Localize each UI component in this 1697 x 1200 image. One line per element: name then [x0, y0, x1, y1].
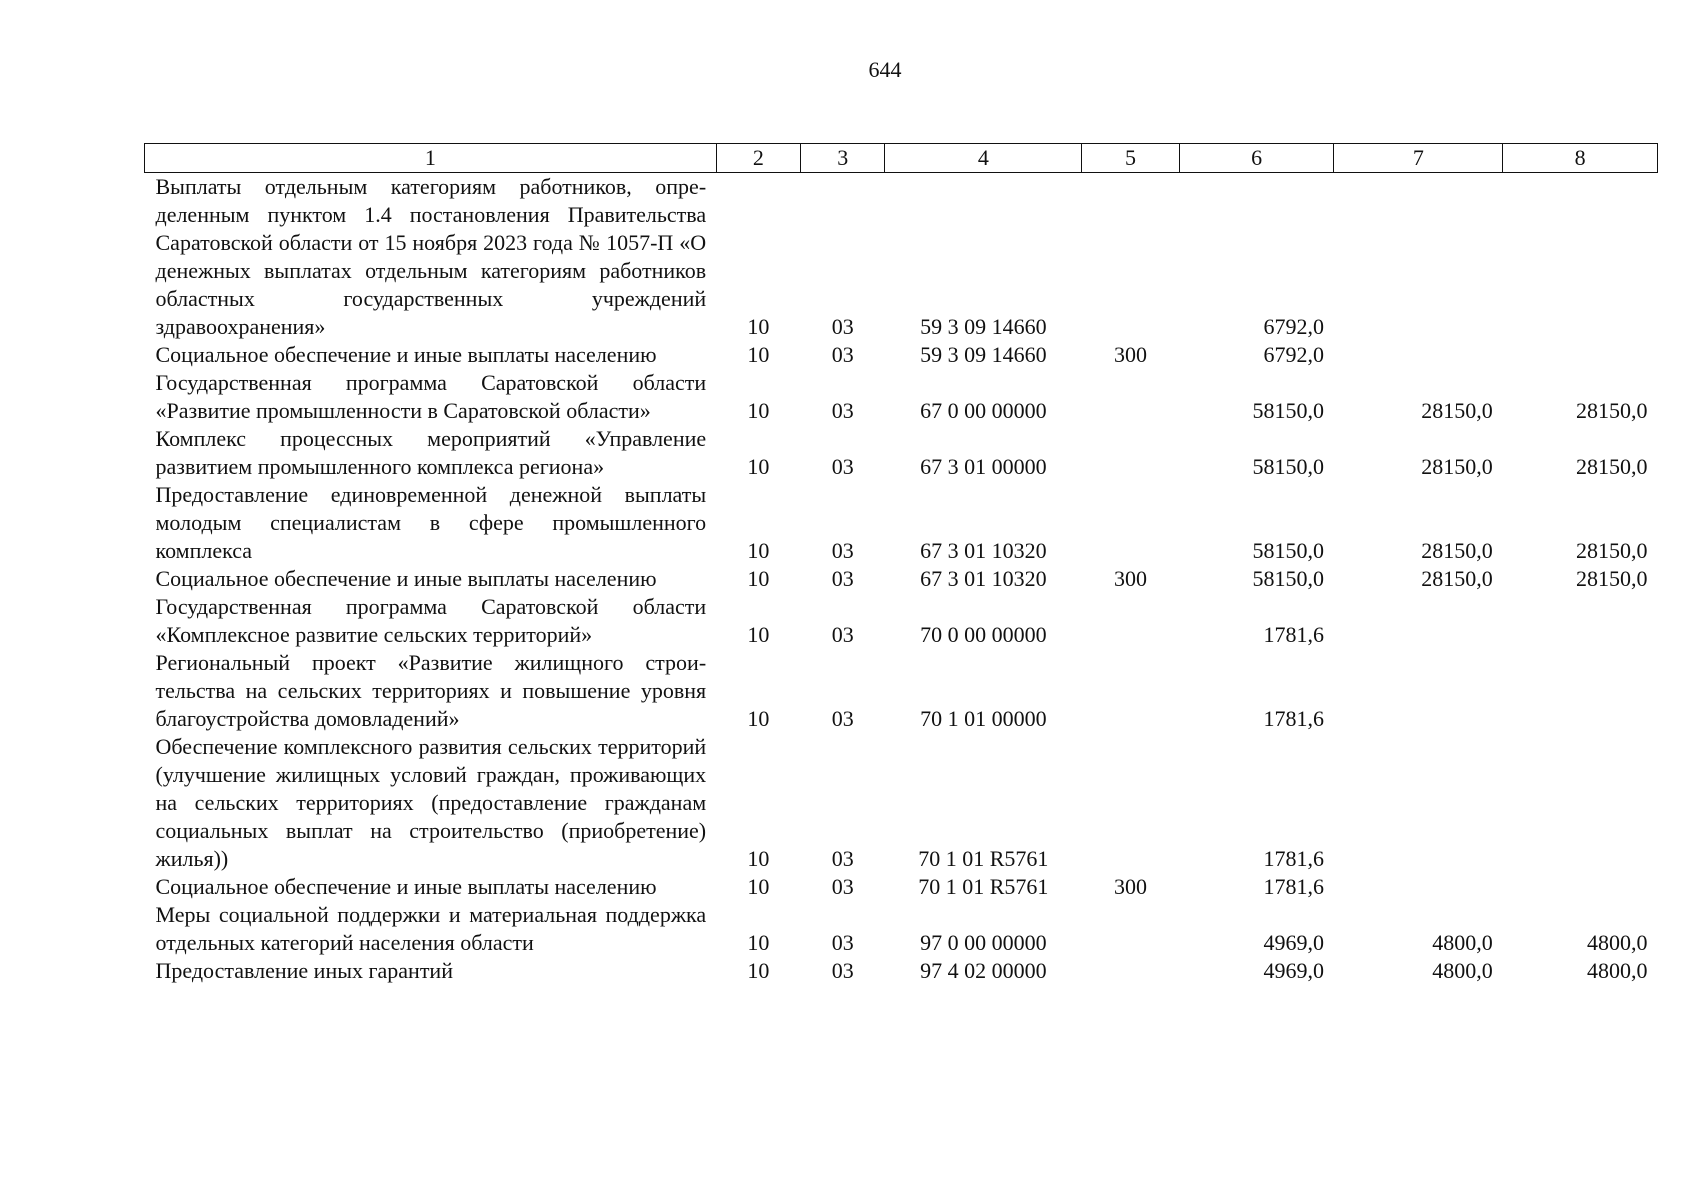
amount-cell: [1334, 341, 1503, 369]
table-row: [145, 565, 1658, 593]
expense-type-code: [1082, 481, 1179, 565]
column-header: 8: [1503, 144, 1658, 173]
section-code: 10: [747, 454, 770, 479]
amount-cell: [1334, 649, 1503, 733]
target-article-code: 67 3 01 10320: [920, 566, 1047, 591]
target-article-code: 67 0 00 00000: [920, 398, 1047, 423]
table-row: [145, 425, 1658, 481]
item-name: Государственная программа Саратовской области «Развитие промышленности в Саратовской области»: [155, 370, 707, 423]
item-name: Региональный проект «Развитие жилищного строительства на сельских территориях и повышение уровня благоустройства домовладений»: [155, 650, 707, 731]
section-code: 10: [747, 398, 770, 423]
expense-type-code: [1082, 173, 1179, 342]
subsection-code: 03: [831, 930, 854, 955]
subsection-code: 03: [831, 566, 854, 591]
section-code: 10: [747, 314, 770, 339]
target-article-code: 97 0 00 00000: [920, 930, 1047, 955]
expense-type-code: 300: [1114, 342, 1148, 367]
subsection-code: 03: [831, 706, 854, 731]
amount-cell: 28150,0: [1576, 454, 1648, 479]
amount-cell: 28150,0: [1576, 538, 1648, 563]
amount-cell: 28150,0: [1576, 566, 1648, 591]
amount-cell: 6792,0: [1263, 342, 1324, 367]
item-name: Предоставление иных гарантий: [155, 958, 453, 983]
section-code: 10: [747, 930, 770, 955]
expense-type-code: [1082, 649, 1179, 733]
expense-type-code: [1082, 957, 1179, 985]
section-code: 10: [747, 874, 770, 899]
amount-cell: [1334, 593, 1503, 649]
target-article-code: 97 4 02 00000: [920, 958, 1047, 983]
target-article-code: 70 1 01 R5761: [918, 846, 1049, 871]
amount-cell: [1503, 649, 1658, 733]
amount-cell: 28150,0: [1421, 398, 1493, 423]
expense-type-code: 300: [1114, 566, 1148, 591]
item-name: Выплаты отдельным категориям работников, определенным пунктом 1.4 постановления Правительства Саратовской области от 15 ноября 2023 года № 1057-П «О денежных выплатах отдельным категориям работников областных государственных учреждений здравоохранения»: [155, 174, 707, 339]
table-row: [145, 957, 1658, 985]
item-name: Государственная программа Саратовской области «Комплексное развитие сельских территорий»: [155, 594, 707, 647]
section-code: 10: [747, 342, 770, 367]
table-row: [145, 341, 1658, 369]
amount-cell: 6792,0: [1263, 314, 1324, 339]
amount-cell: 28150,0: [1421, 566, 1493, 591]
table-row: [145, 901, 1658, 957]
column-header: 5: [1082, 144, 1179, 173]
amount-cell: 58150,0: [1252, 454, 1324, 479]
amount-cell: 1781,6: [1263, 874, 1324, 899]
expense-type-code: [1082, 733, 1179, 873]
table-row: [145, 873, 1658, 901]
target-article-code: 70 1 01 00000: [920, 706, 1047, 731]
table-body: [145, 173, 1658, 986]
amount-cell: 1781,6: [1263, 706, 1324, 731]
section-code: 10: [747, 706, 770, 731]
expense-type-code: [1082, 369, 1179, 425]
table-header-row: [145, 144, 1658, 173]
budget-table: [144, 143, 1658, 985]
item-name: Комплекс процессных мероприятий «Управление развитием промышленного комплекса региона»: [155, 426, 707, 479]
section-code: 10: [747, 538, 770, 563]
section-code: 10: [747, 846, 770, 871]
item-name: Социальное обеспечение и иные выплаты населению: [155, 342, 657, 367]
amount-cell: 4969,0: [1263, 930, 1324, 955]
amount-cell: 1781,6: [1263, 622, 1324, 647]
subsection-code: 03: [831, 454, 854, 479]
amount-cell: 28150,0: [1576, 398, 1648, 423]
subsection-code: 03: [831, 538, 854, 563]
item-name: Обеспечение комплексного развития сельских территорий (улучшение жилищных условий граждан, проживающих на сельских территориях (предоставление гражданам социальных выплат на строительство (приобретение) жилья)): [155, 734, 707, 871]
column-header: 1: [145, 144, 717, 173]
column-header: 4: [885, 144, 1082, 173]
amount-cell: 58150,0: [1252, 398, 1324, 423]
target-article-code: 67 3 01 10320: [920, 538, 1047, 563]
column-header: 7: [1334, 144, 1503, 173]
amount-cell: [1334, 173, 1503, 342]
amount-cell: 28150,0: [1421, 454, 1493, 479]
expense-type-code: [1082, 593, 1179, 649]
amount-cell: [1503, 873, 1658, 901]
subsection-code: 03: [831, 846, 854, 871]
expense-type-code: 300: [1114, 874, 1148, 899]
page-number: 644: [868, 57, 902, 82]
item-name: Социальное обеспечение и иные выплаты населению: [155, 566, 657, 591]
table-row: [145, 649, 1658, 733]
section-code: 10: [747, 566, 770, 591]
table-row: [145, 369, 1658, 425]
subsection-code: 03: [831, 874, 854, 899]
subsection-code: 03: [831, 622, 854, 647]
amount-cell: 4800,0: [1587, 930, 1648, 955]
target-article-code: 67 3 01 00000: [920, 454, 1047, 479]
item-name: Социальное обеспечение и иные выплаты населению: [155, 874, 657, 899]
table-row: [145, 593, 1658, 649]
amount-cell: 4969,0: [1263, 958, 1324, 983]
amount-cell: [1503, 733, 1658, 873]
amount-cell: 1781,6: [1263, 846, 1324, 871]
expense-type-code: [1082, 901, 1179, 957]
amount-cell: 4800,0: [1432, 930, 1493, 955]
amount-cell: 28150,0: [1421, 538, 1493, 563]
column-header: 6: [1179, 144, 1334, 173]
amount-cell: 58150,0: [1252, 538, 1324, 563]
item-name: Предоставление единовременной денежной выплаты молодым специалистам в сфере промышленного комплекса: [155, 482, 707, 563]
section-code: 10: [747, 622, 770, 647]
subsection-code: 03: [831, 958, 854, 983]
amount-cell: [1334, 873, 1503, 901]
target-article-code: 70 0 00 00000: [920, 622, 1047, 647]
amount-cell: [1503, 173, 1658, 342]
expense-type-code: [1082, 425, 1179, 481]
target-article-code: 59 3 09 14660: [920, 342, 1047, 367]
section-code: 10: [747, 958, 770, 983]
amount-cell: 4800,0: [1587, 958, 1648, 983]
table-row: [145, 733, 1658, 873]
subsection-code: 03: [831, 314, 854, 339]
column-header: 2: [716, 144, 800, 173]
amount-cell: 58150,0: [1252, 566, 1324, 591]
amount-cell: 4800,0: [1432, 958, 1493, 983]
subsection-code: 03: [831, 342, 854, 367]
subsection-code: 03: [831, 398, 854, 423]
amount-cell: [1334, 733, 1503, 873]
table-row: [145, 481, 1658, 565]
table-row: [145, 173, 1658, 342]
item-name: Меры социальной поддержки и материальная поддержка отдельных категорий населения области: [155, 902, 707, 955]
target-article-code: 70 1 01 R5761: [918, 874, 1049, 899]
column-header: 3: [801, 144, 885, 173]
target-article-code: 59 3 09 14660: [920, 314, 1047, 339]
amount-cell: [1503, 341, 1658, 369]
amount-cell: [1503, 593, 1658, 649]
